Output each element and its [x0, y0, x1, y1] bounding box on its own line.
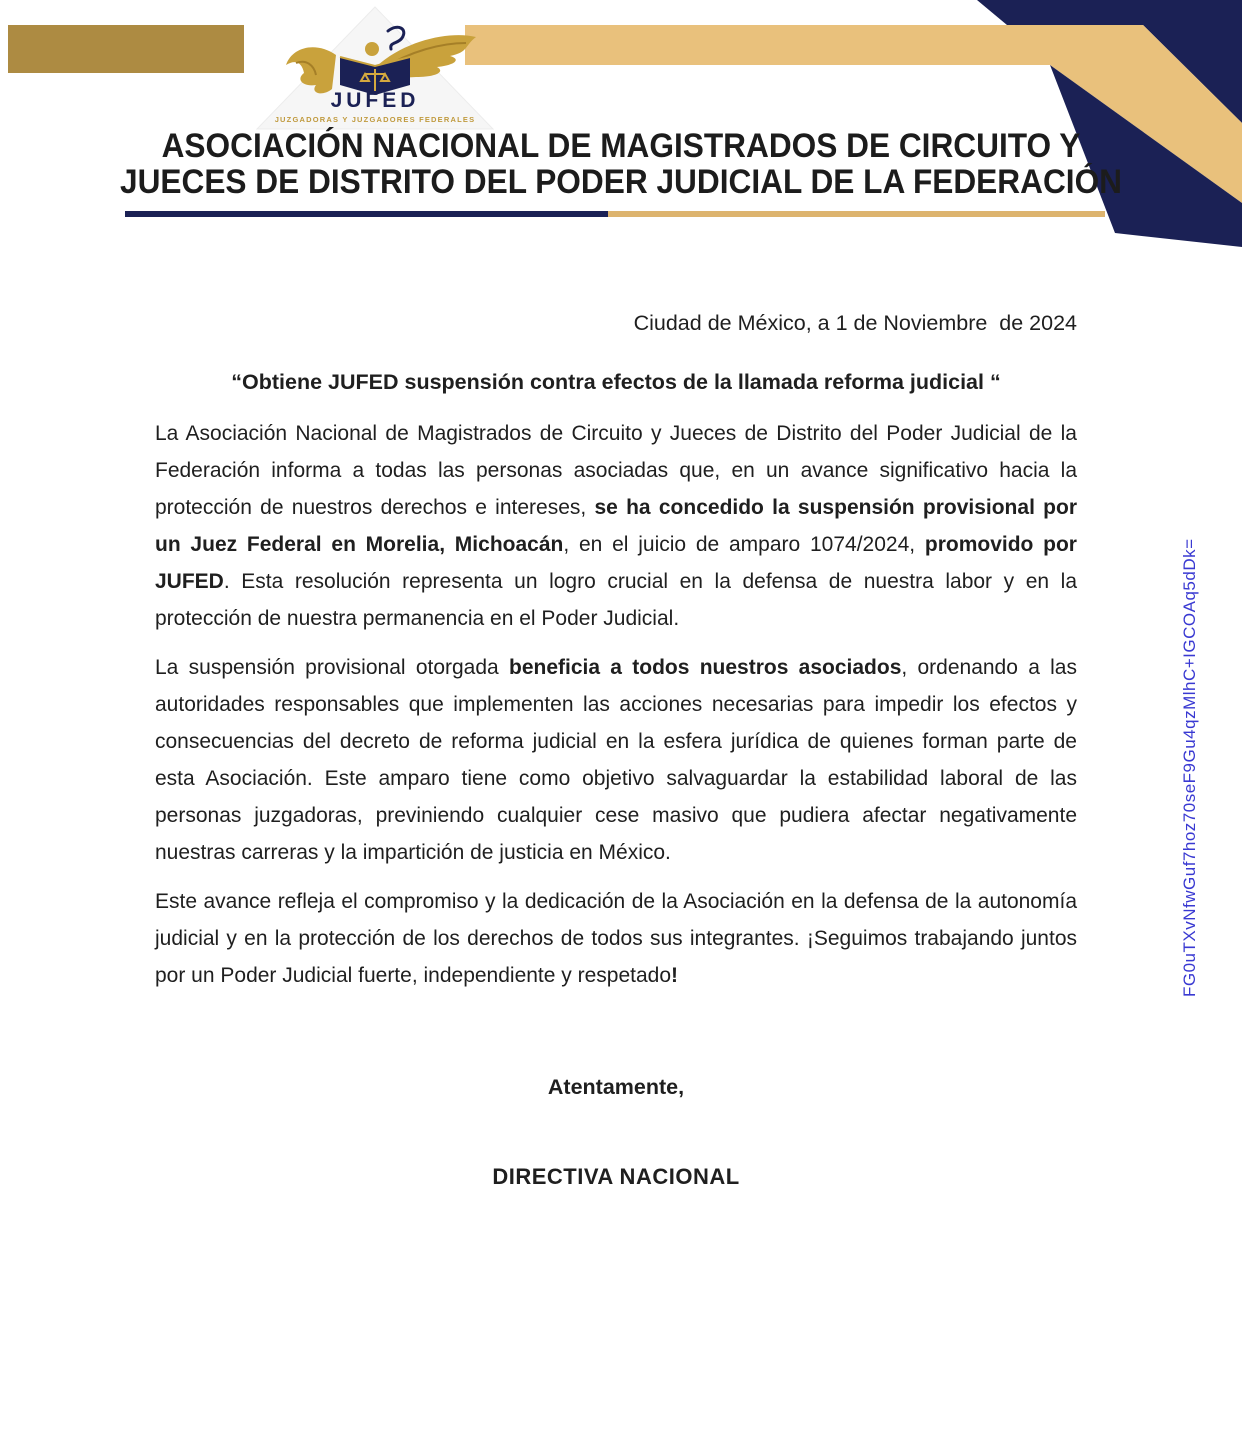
letter-paragraph	[155, 415, 1077, 637]
text-run: La suspensión provisional otorgada	[155, 656, 509, 679]
eagle-book-scales-emblem-icon	[270, 19, 480, 99]
divider-navy-segment	[125, 211, 608, 217]
letter-body	[155, 305, 1077, 1195]
eagle-head-icon	[365, 42, 379, 56]
vertical-validation-code: FG0uTXvNfwGuf7hoz70seF9Gu4qzMlhC+IGCOAq5dDk=	[1180, 538, 1199, 997]
serpent-icon	[388, 27, 404, 49]
jufed-logo	[255, 5, 495, 133]
bold-text-run: beneficia a todos nuestros asociados	[509, 656, 902, 679]
organization-title	[0, 128, 1242, 200]
signature-line: DIRECTIVA NACIONAL	[492, 1164, 740, 1189]
dateline: Ciudad de México, a 1 de Noviembre de 2024	[633, 311, 1077, 335]
logo-acronym: JUFED	[330, 89, 420, 112]
closing-salutation: Atentamente,	[547, 1075, 685, 1099]
divider-gold-segment	[608, 211, 1105, 217]
logo-tagline: JUZGADORAS Y JUZGADORES FEDERALES	[274, 115, 476, 124]
text-run: . Esta resolución representa un logro crucial en la defensa de nuestra labor y en la protección de nuestra permanencia en el Poder Judicial.	[155, 570, 1077, 630]
bold-text-run: se ha concedido la suspensión provisional por un Juez Federal en Morelia, Michoacán	[155, 496, 1077, 556]
text-run: , ordenando a las autoridades responsables que implementen las acciones necesarias para impedir los efectos y consecuencias del decreto de reforma judicial en la esfera jurídica de quienes forman parte de esta Asociación. Este amparo tiene como objetivo salvaguardar la estabilidad laboral de las personas juzgadoras, previniendo cualquier cese masivo que pudiera afectar negativamente nuestras carreras y la impartición de justicia en México.	[155, 656, 1077, 864]
text-run: , en el juicio de amparo 1074/2024,	[563, 533, 925, 556]
title-divider-rule	[125, 211, 1105, 217]
text-run: Este avance refleja el compromiso y la dedicación de la Asociación en la defensa de la autonomía judicial y en la protección de los derechos de todos sus integrantes. ¡Seguimos trabajando juntos por un Poder Judicial fuerte, independiente y respetado	[155, 890, 1077, 987]
letter-paragraphs	[155, 415, 1077, 994]
text-run: La Asociación Nacional de Magistrados de Circuito y Jueces de Distrito del Poder Judicial de la Federación informa a todas las personas asociadas que, en un avance significativo hacia la protección de nuestros derechos e intereses,	[155, 422, 1077, 519]
letter-headline: “Obtiene JUFED suspensión contra efectos de la llamada reforma judicial “	[231, 370, 1001, 394]
letter-paragraph	[155, 649, 1077, 871]
organization-title-line1: ASOCIACIÓN NACIONAL DE MAGISTRADOS DE CIRCUITO Y	[161, 127, 1081, 165]
eagle-left-wing-icon	[286, 47, 336, 93]
bold-text-run: promovido por JUFED	[155, 533, 1077, 593]
organization-title-line2: JUECES DE DISTRITO DEL PODER JUDICIAL DE LA FEDERACIÓN	[119, 163, 1123, 201]
gold-bar-decoration	[8, 25, 244, 73]
letter-paragraph	[155, 883, 1077, 994]
bold-text-run: !	[671, 964, 679, 987]
